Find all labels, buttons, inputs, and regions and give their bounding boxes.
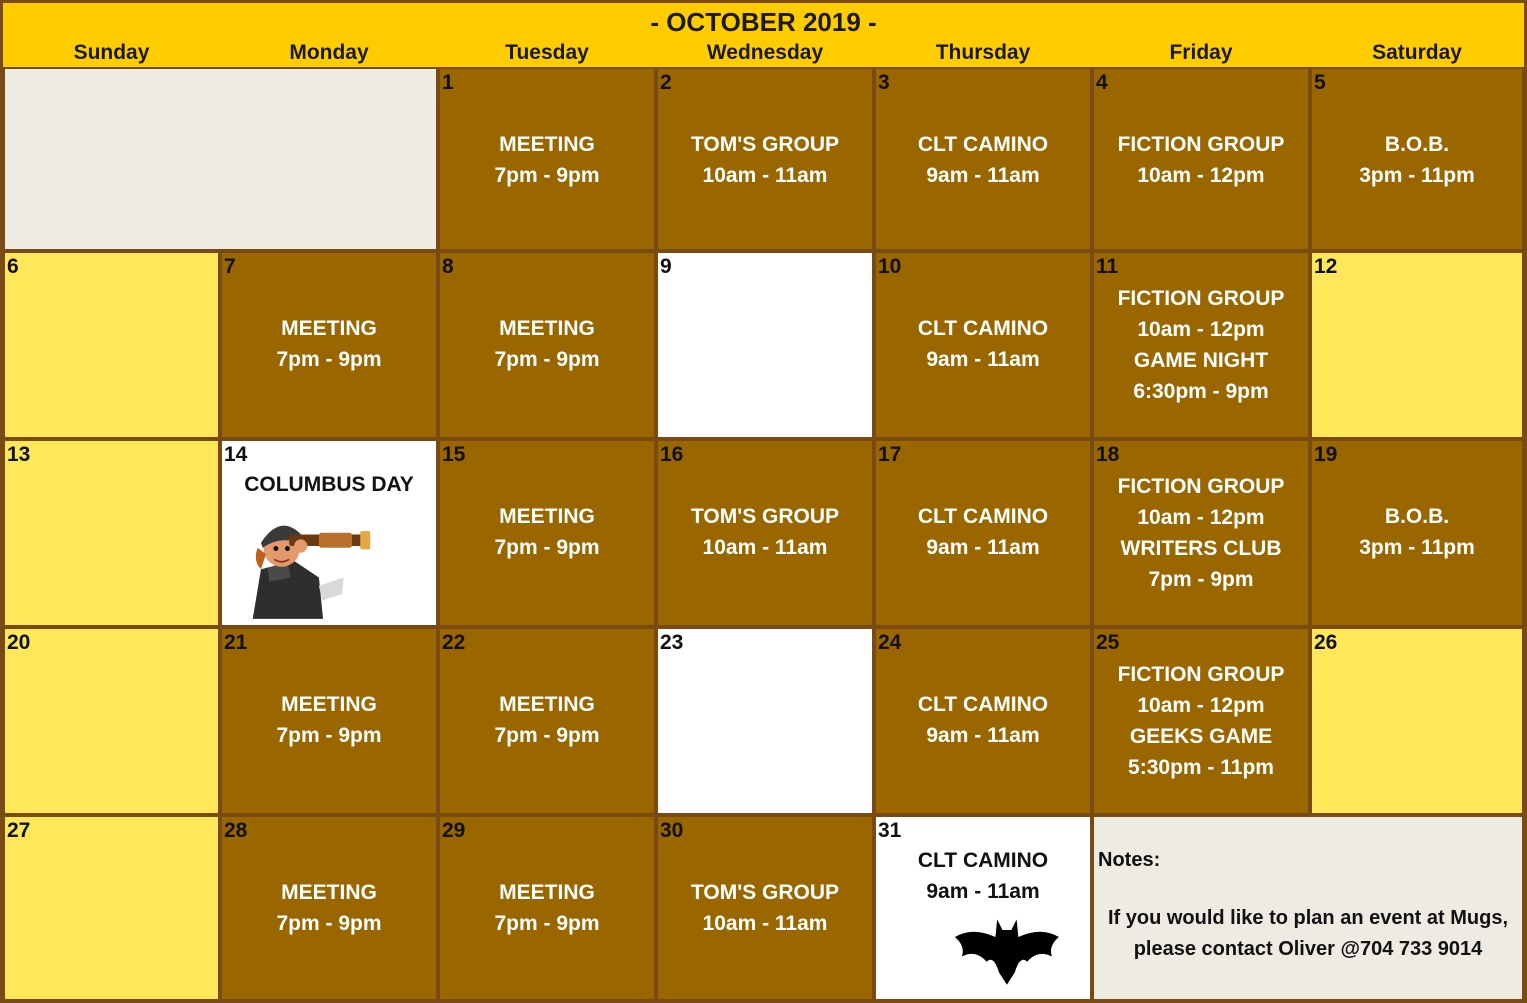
event-name: FICTION GROUP: [1117, 663, 1285, 686]
day-number: 12: [1314, 255, 1338, 278]
event-name: CLT CAMINO: [917, 849, 1049, 872]
event-time: 5:30pm - 11pm: [1128, 756, 1274, 779]
weekday-friday: Friday: [1169, 41, 1233, 64]
event-time: 9am - 11am: [926, 536, 1040, 559]
event-name: FICTION GROUP: [1117, 287, 1285, 310]
day-cell-21: [220, 627, 438, 815]
day-cell-7: [220, 251, 438, 439]
day-number: 8: [442, 255, 454, 278]
notes-text: If you would like to plan an event at Mugs,: [1107, 907, 1509, 929]
day-number: 13: [7, 443, 31, 466]
day-cell-9: [656, 251, 874, 439]
event-list: [1094, 129, 1308, 191]
event-list: [222, 877, 436, 939]
event-time: 7pm - 9pm: [494, 164, 600, 187]
day-number: 27: [7, 819, 31, 842]
day-cell-15: [438, 439, 656, 627]
notes-text: please contact Oliver @704 733 9014: [1133, 938, 1483, 960]
day-cell-29: [438, 815, 656, 1001]
event-list: [222, 313, 436, 375]
day-cell-13: [3, 439, 220, 627]
day-cell-11: [1092, 251, 1310, 439]
day-number: 9: [660, 255, 672, 278]
event-name: WRITERS CLUB: [1120, 537, 1282, 560]
event-list: [1094, 471, 1308, 595]
day-cell-24: [874, 627, 1092, 815]
day-number: 24: [878, 631, 902, 654]
month-title: - OCTOBER 2019 -: [650, 7, 877, 37]
event-name: MEETING: [499, 505, 595, 528]
day-cell-22: [438, 627, 656, 815]
event-list: [1094, 659, 1308, 783]
weekday-tuesday: Tuesday: [505, 41, 589, 64]
event-list: [876, 313, 1090, 375]
event-list: [876, 501, 1090, 563]
explorer-with-spyglass-icon: [224, 503, 389, 623]
event-name: MEETING: [499, 317, 595, 340]
weekday-sunday: Sunday: [73, 41, 150, 64]
weekday-saturday: Saturday: [1372, 41, 1462, 64]
event-time: 7pm - 9pm: [494, 348, 600, 371]
day-cell-1: [438, 67, 656, 251]
event-name: CLT CAMINO: [917, 505, 1049, 528]
event-name: FICTION GROUP: [1117, 133, 1285, 156]
event-name: B.O.B.: [1384, 133, 1450, 156]
day-cell-27: [3, 815, 220, 1001]
event-name: TOM'S GROUP: [690, 505, 840, 528]
event-list: [222, 469, 436, 500]
day-number: 10: [878, 255, 902, 278]
day-cell-4: [1092, 67, 1310, 251]
day-cell-19: [1310, 439, 1524, 627]
event-time: 7pm - 9pm: [494, 724, 600, 747]
day-cell-26: [1310, 627, 1524, 815]
event-list: [440, 877, 654, 939]
event-name: TOM'S GROUP: [690, 133, 840, 156]
day-number: 6: [7, 255, 19, 278]
event-name: MEETING: [281, 317, 377, 340]
event-name: CLT CAMINO: [917, 133, 1049, 156]
notes-cell: [1092, 815, 1524, 1001]
event-time: 9am - 11am: [926, 348, 1040, 371]
event-time: 3pm - 11pm: [1359, 536, 1475, 559]
weekday-thursday: Thursday: [935, 41, 1031, 64]
day-number: 30: [660, 819, 684, 842]
day-cell-5: [1310, 67, 1524, 251]
day-number: 11: [1096, 255, 1119, 278]
event-time: 7pm - 9pm: [1148, 568, 1254, 591]
event-name: MEETING: [499, 693, 595, 716]
day-cell-8: [438, 251, 656, 439]
day-number: 23: [660, 631, 684, 654]
day-cell-14: [220, 439, 438, 627]
event-list: [876, 689, 1090, 751]
day-number: 14: [224, 443, 248, 466]
event-list: [1312, 501, 1522, 563]
day-cell-20: [3, 627, 220, 815]
event-time: 10am - 11am: [702, 164, 828, 187]
day-cell-28: [220, 815, 438, 1001]
day-cell-25: [1092, 627, 1310, 815]
event-list: [440, 129, 654, 191]
day-cell-2: [656, 67, 874, 251]
event-list: [876, 845, 1090, 907]
event-name: FICTION GROUP: [1117, 475, 1285, 498]
event-name: MEETING: [281, 693, 377, 716]
day-number: 17: [878, 443, 902, 466]
event-time: 7pm - 9pm: [494, 912, 600, 935]
day-number: 29: [442, 819, 466, 842]
day-number: 16: [660, 443, 684, 466]
event-name: B.O.B.: [1384, 505, 1450, 528]
event-time: 10am - 12pm: [1137, 318, 1265, 341]
event-time: 9am - 11am: [926, 880, 1040, 903]
day-number: 18: [1096, 443, 1120, 466]
event-time: 7pm - 9pm: [494, 536, 600, 559]
event-time: 7pm - 9pm: [276, 724, 382, 747]
day-number: 26: [1314, 631, 1338, 654]
event-list: [658, 501, 872, 563]
event-time: 10am - 12pm: [1137, 164, 1265, 187]
day-cell-6: [3, 251, 220, 439]
event-name: GEEKS GAME: [1129, 725, 1273, 748]
day-number: 28: [224, 819, 248, 842]
calendar-header: [3, 3, 1524, 70]
bat-icon: [936, 915, 1076, 990]
day-number: 1: [442, 71, 454, 94]
event-list: [440, 313, 654, 375]
event-name: COLUMBUS DAY: [244, 473, 414, 496]
notes-title: Notes:: [1098, 849, 1161, 871]
event-list: [440, 689, 654, 751]
day-number: 7: [224, 255, 236, 278]
day-cell-30: [656, 815, 874, 1001]
day-number: 2: [660, 71, 672, 94]
day-number: 19: [1314, 443, 1338, 466]
day-number: 4: [1096, 71, 1108, 94]
day-number: 3: [878, 71, 890, 94]
event-list: [876, 129, 1090, 191]
event-time: 10am - 11am: [702, 536, 828, 559]
day-cell-17: [874, 439, 1092, 627]
event-time: 7pm - 9pm: [276, 348, 382, 371]
event-list: [1312, 129, 1522, 191]
event-list: [440, 501, 654, 563]
day-cell-3: [874, 67, 1092, 251]
event-time: 3pm - 11pm: [1359, 164, 1475, 187]
event-time: 10am - 12pm: [1137, 694, 1265, 717]
day-number: 20: [7, 631, 31, 654]
weekday-wednesday: Wednesday: [706, 41, 824, 64]
empty-cell: [3, 67, 438, 251]
event-name: MEETING: [281, 881, 377, 904]
day-number: 5: [1314, 71, 1326, 94]
event-time: 6:30pm - 9pm: [1133, 380, 1269, 403]
event-name: TOM'S GROUP: [690, 881, 840, 904]
event-time: 9am - 11am: [926, 724, 1040, 747]
event-time: 7pm - 9pm: [276, 912, 382, 935]
event-list: [658, 877, 872, 939]
day-number: 21: [224, 631, 248, 654]
event-list: [658, 129, 872, 191]
day-number: 31: [878, 819, 902, 842]
day-cell-31: [874, 815, 1092, 1001]
day-number: 22: [442, 631, 466, 654]
day-cell-16: [656, 439, 874, 627]
event-name: GAME NIGHT: [1133, 349, 1269, 372]
event-time: 10am - 12pm: [1137, 506, 1265, 529]
day-cell-10: [874, 251, 1092, 439]
event-time: 9am - 11am: [926, 164, 1040, 187]
event-name: CLT CAMINO: [917, 317, 1049, 340]
weekday-monday: Monday: [289, 41, 369, 64]
day-number: 25: [1096, 631, 1120, 654]
event-list: [222, 689, 436, 751]
day-cell-18: [1092, 439, 1310, 627]
event-list: [1094, 283, 1308, 407]
notes-box: [1098, 849, 1518, 965]
event-name: MEETING: [499, 133, 595, 156]
day-cell-23: [656, 627, 874, 815]
event-name: MEETING: [499, 881, 595, 904]
event-name: CLT CAMINO: [917, 693, 1049, 716]
day-number: 15: [442, 443, 466, 466]
event-time: 10am - 11am: [702, 912, 828, 935]
day-cell-12: [1310, 251, 1524, 439]
